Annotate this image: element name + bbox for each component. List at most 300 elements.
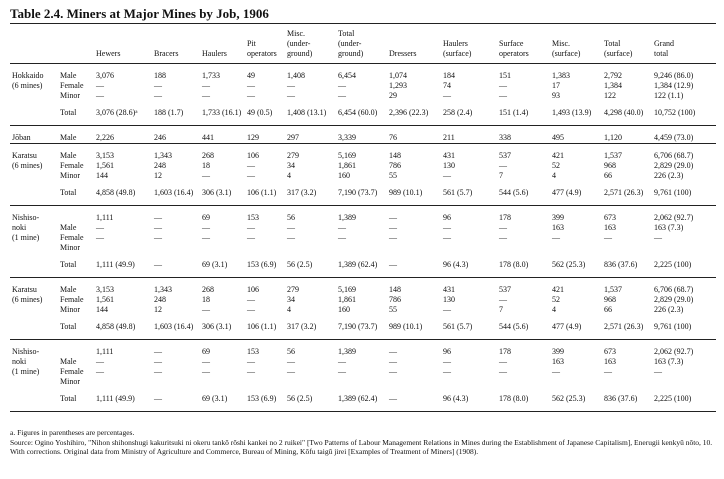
table-cell: 2,225 (100)	[654, 394, 692, 403]
table-cell: —	[154, 260, 162, 269]
table-cell: 1,384 (12.9)	[654, 81, 694, 90]
table-cell: —	[604, 233, 612, 242]
table-cell: 5,169	[338, 285, 356, 294]
table-cell: 34	[287, 295, 295, 304]
table-cell: 144	[96, 171, 108, 180]
table-cell: 544 (5.6)	[499, 322, 529, 331]
table-row	[10, 367, 716, 377]
table-cell: —	[389, 347, 397, 356]
table-cell: 4,298 (40.0)	[604, 108, 644, 117]
mine-label: Karatsu (6 mines)	[12, 285, 43, 304]
spacer-row	[10, 315, 716, 322]
table-cell: —	[247, 81, 255, 90]
table-row	[10, 377, 716, 387]
table-cell: 786	[389, 161, 401, 170]
table-cell: Male	[60, 151, 77, 160]
table-cell: 1,389 (62.4)	[338, 260, 378, 269]
table-cell: 2,396 (22.3)	[389, 108, 429, 117]
table-cell: 69 (3.1)	[202, 394, 228, 403]
table-cell: Total	[60, 394, 77, 403]
table-cell: —	[499, 161, 507, 170]
table-row	[10, 305, 716, 315]
table-cell: 2,829 (29.0)	[654, 161, 694, 170]
table-cell: 1,733 (16.1)	[202, 108, 242, 117]
table-cell: 561 (5.7)	[443, 188, 473, 197]
table-cell: 12	[154, 171, 162, 180]
table-cell	[550, 243, 602, 253]
table-cell	[387, 377, 441, 387]
table-cell: 4	[552, 305, 556, 314]
table-cell: —	[654, 367, 662, 376]
header-row	[10, 29, 716, 64]
table-cell: 55	[389, 171, 397, 180]
table-cell	[550, 377, 602, 387]
table-cell: —	[654, 233, 662, 242]
table-cell: 96 (4.3)	[443, 260, 469, 269]
table-cell: 49	[247, 71, 255, 80]
table-cell: —	[443, 233, 451, 242]
table-cell: 163	[604, 223, 616, 232]
spacer-row	[10, 126, 716, 133]
table-cell: Minor	[60, 377, 80, 386]
table-cell: —	[96, 357, 104, 366]
column-header	[58, 29, 94, 64]
table-cell	[200, 243, 245, 253]
spacer-row	[10, 64, 716, 71]
table-notes	[10, 428, 716, 457]
spacer-row	[10, 332, 716, 340]
column-header: Bracers	[154, 49, 179, 58]
table-cell: 5,169	[338, 151, 356, 160]
table-cell: —	[247, 161, 255, 170]
table-cell: 12	[154, 305, 162, 314]
table-cell: Total	[60, 260, 77, 269]
table-cell: —	[247, 91, 255, 100]
table-cell	[58, 347, 94, 357]
table-cell: 74	[443, 81, 451, 90]
table-cell: —	[499, 233, 507, 242]
table-cell: 268	[202, 285, 214, 294]
table-cell	[245, 377, 285, 387]
table-cell: 441	[202, 133, 214, 142]
spacer-row	[10, 278, 716, 285]
table-cell: —	[287, 367, 295, 376]
table-cell: 7	[499, 171, 503, 180]
table-cell: —	[552, 367, 560, 376]
table-cell: 130	[443, 295, 455, 304]
table-cell: Female	[60, 233, 84, 242]
table-cell: Female	[60, 81, 84, 90]
table-cell: —	[338, 233, 346, 242]
table-cell: 9,246 (86.0)	[654, 71, 694, 80]
table-cell	[336, 377, 387, 387]
column-header: Hewers	[96, 49, 121, 58]
table-cell: 989 (10.1)	[389, 322, 423, 331]
table-cell: 1,383	[552, 71, 570, 80]
table-cell: 3,153	[96, 285, 114, 294]
table-cell: 431	[443, 285, 455, 294]
table-cell	[336, 243, 387, 253]
table-cell: 1,111	[96, 213, 114, 222]
table-row	[10, 171, 716, 181]
table-cell: —	[154, 223, 162, 232]
miners-table	[10, 29, 716, 412]
table-row	[10, 285, 716, 295]
table-cell: 399	[552, 347, 564, 356]
table-cell: 163 (7.3)	[654, 357, 684, 366]
table-cell: 52	[552, 295, 560, 304]
mine-label: Hokkaido (6 mines)	[12, 71, 44, 90]
table-cell: 49 (0.5)	[247, 108, 273, 117]
table-cell: 246	[154, 133, 166, 142]
table-cell: 1,111 (49.9)	[96, 260, 135, 269]
table-cell: —	[499, 81, 507, 90]
table-cell: 56 (2.5)	[287, 394, 313, 403]
table-cell: 163	[552, 223, 564, 232]
table-cell: Minor	[60, 243, 80, 252]
table-cell: 163	[552, 357, 564, 366]
table-cell: 151 (1.4)	[499, 108, 529, 117]
table-cell: 248	[154, 161, 166, 170]
table-cell: 160	[338, 305, 350, 314]
spacer-row	[10, 253, 716, 260]
table-cell: 1,111 (49.9)	[96, 394, 135, 403]
table-cell: 153 (6.9)	[247, 394, 277, 403]
spacer-row	[10, 404, 716, 412]
mine-label: Nishiso- noki (1 mine)	[12, 347, 40, 376]
table-cell: Male	[60, 71, 77, 80]
total-row	[10, 394, 716, 404]
table-cell: —	[154, 347, 162, 356]
table-cell: —	[443, 223, 451, 232]
table-cell: —	[202, 223, 210, 232]
table-cell: 178	[499, 213, 511, 222]
table-cell: —	[338, 367, 346, 376]
table-row	[10, 295, 716, 305]
table-cell: 69	[202, 213, 210, 222]
table-cell	[387, 243, 441, 253]
table-cell: 477 (4.9)	[552, 322, 582, 331]
table-cell: 226 (2.3)	[654, 305, 684, 314]
table-cell: —	[247, 233, 255, 242]
table-cell: —	[499, 295, 507, 304]
spacer-row	[10, 270, 716, 278]
table-cell	[602, 377, 652, 387]
table-cell: —	[154, 394, 162, 403]
table-cell: 317 (3.2)	[287, 322, 317, 331]
column-header: Pit operators	[247, 39, 277, 58]
table-cell: 544 (5.6)	[499, 188, 529, 197]
table-cell: —	[96, 91, 104, 100]
column-header: Misc. (under- ground)	[287, 29, 313, 58]
mine-label: Karatsu (6 mines)	[12, 151, 43, 170]
table-cell: 178 (8.0)	[499, 260, 529, 269]
mine-label: Jōban	[12, 133, 31, 142]
mine-label	[10, 108, 58, 118]
table-cell: 1,120	[604, 133, 622, 142]
table-cell: 989 (10.1)	[389, 188, 423, 197]
table-cell: —	[202, 357, 210, 366]
table-cell: 279	[287, 151, 299, 160]
table-cell: —	[604, 367, 612, 376]
table-cell: 144	[96, 305, 108, 314]
table-row	[10, 91, 716, 101]
table-cell	[441, 377, 497, 387]
table-cell: —	[338, 81, 346, 90]
table-cell	[58, 213, 94, 223]
table-cell: 421	[552, 285, 564, 294]
table-cell: —	[96, 233, 104, 242]
table-cell: —	[443, 367, 451, 376]
table-cell: 268	[202, 151, 214, 160]
table-cell: 96 (4.3)	[443, 394, 469, 403]
table-cell: 2,829 (29.0)	[654, 295, 694, 304]
table-cell: 4	[287, 171, 291, 180]
table-cell: 4	[287, 305, 291, 314]
table-cell: Total	[60, 188, 77, 197]
table-cell: 66	[604, 305, 612, 314]
table-cell: 2,225 (100)	[654, 260, 692, 269]
table-cell: 122	[604, 91, 616, 100]
table-cell: —	[96, 367, 104, 376]
table-cell: 153	[247, 213, 259, 222]
table-cell: 76	[389, 133, 397, 142]
table-cell: 3,339	[338, 133, 356, 142]
spacer-row	[10, 118, 716, 126]
table-cell: 477 (4.9)	[552, 188, 582, 197]
table-cell: —	[154, 367, 162, 376]
table-cell: —	[338, 223, 346, 232]
table-cell: —	[552, 233, 560, 242]
table-cell: Total	[60, 322, 77, 331]
table-cell	[94, 243, 152, 253]
table-cell: —	[247, 295, 255, 304]
spacer-row	[10, 387, 716, 394]
table-cell: —	[499, 357, 507, 366]
table-cell: 106	[247, 285, 259, 294]
table-cell: Female	[60, 367, 84, 376]
table-cell: —	[389, 357, 397, 366]
table-cell: 1,111	[96, 347, 114, 356]
footnote-a: a. Figures in parentheses are percentages.	[10, 428, 135, 437]
table-row	[10, 71, 716, 81]
table-cell: 163 (7.3)	[654, 223, 684, 232]
table-cell: 6,706 (68.7)	[654, 151, 694, 160]
table-cell: 421	[552, 151, 564, 160]
table-cell: 537	[499, 151, 511, 160]
table-cell: 69 (3.1)	[202, 260, 228, 269]
column-header: Total (surface)	[604, 39, 633, 58]
table-cell: 836 (37.6)	[604, 394, 638, 403]
table-cell	[200, 377, 245, 387]
table-cell: 4,858 (49.8)	[96, 188, 136, 197]
table-cell	[497, 377, 550, 387]
table-cell: 148	[389, 285, 401, 294]
table-cell: —	[499, 367, 507, 376]
table-cell: 18	[202, 161, 210, 170]
mine-label	[10, 188, 58, 198]
table-cell: 4	[552, 171, 556, 180]
table-cell: 1,603 (16.4)	[154, 322, 194, 331]
table-cell: 562 (25.3)	[552, 394, 586, 403]
table-cell: 1,537	[604, 285, 622, 294]
table-cell: —	[247, 357, 255, 366]
table-cell: 1,861	[338, 161, 356, 170]
total-row	[10, 188, 716, 198]
table-row	[10, 151, 716, 161]
table-cell: 17	[552, 81, 560, 90]
table-cell	[94, 377, 152, 387]
table-cell: 1,603 (16.4)	[154, 188, 194, 197]
table-row	[10, 357, 716, 367]
table-cell: 6,454 (60.0)	[338, 108, 378, 117]
table-cell: —	[443, 357, 451, 366]
total-row	[10, 260, 716, 270]
table-cell: 52	[552, 161, 560, 170]
table-cell: 673	[604, 347, 616, 356]
table-cell: 160	[338, 171, 350, 180]
table-cell	[285, 243, 336, 253]
table-cell: —	[96, 223, 104, 232]
table-cell: —	[202, 81, 210, 90]
column-header: Haulers (surface)	[443, 39, 472, 58]
table-cell: —	[389, 213, 397, 222]
table-cell: 6,706 (68.7)	[654, 285, 694, 294]
table-cell: 786	[389, 295, 401, 304]
table-cell: 9,761 (100)	[654, 322, 692, 331]
table-cell: 1,561	[96, 161, 114, 170]
table-cell: 258 (2.4)	[443, 108, 473, 117]
table-cell: Female	[60, 161, 84, 170]
table-cell: —	[154, 233, 162, 242]
table-cell: —	[202, 91, 210, 100]
table-cell: 1,493 (13.9)	[552, 108, 592, 117]
table-cell: 537	[499, 285, 511, 294]
table-cell: —	[287, 233, 295, 242]
table-cell: —	[287, 81, 295, 90]
total-row	[10, 108, 716, 118]
column-header	[10, 29, 58, 64]
table-cell: —	[389, 223, 397, 232]
table-cell: 153	[247, 347, 259, 356]
spacer-row	[10, 181, 716, 188]
table-cell: 56 (2.5)	[287, 260, 313, 269]
table-cell: 673	[604, 213, 616, 222]
table-cell: 96	[443, 347, 451, 356]
table-cell: 836 (37.6)	[604, 260, 638, 269]
table-cell: —	[389, 367, 397, 376]
table-cell: —	[154, 91, 162, 100]
table-row	[10, 347, 716, 357]
table-cell: —	[247, 223, 255, 232]
table-cell: 399	[552, 213, 564, 222]
table-cell: 297	[287, 133, 299, 142]
table-cell: 56	[287, 213, 295, 222]
table-cell: 188 (1.7)	[154, 108, 184, 117]
table-cell: —	[443, 171, 451, 180]
table-cell: 7,190 (73.7)	[338, 188, 378, 197]
table-cell: 178	[499, 347, 511, 356]
column-header: Dressers	[389, 49, 417, 58]
table-cell: 7,190 (73.7)	[338, 322, 378, 331]
column-header: Surface operators	[499, 39, 529, 58]
title-rule	[10, 23, 716, 24]
mine-label	[10, 394, 58, 404]
table-cell: 1,389 (62.4)	[338, 394, 378, 403]
table-cell	[652, 377, 716, 387]
table-cell: —	[443, 305, 451, 314]
table-cell	[285, 377, 336, 387]
table-cell: Male	[60, 133, 77, 142]
table-cell: —	[287, 357, 295, 366]
table-cell: 226 (2.3)	[654, 171, 684, 180]
spacer-row	[10, 206, 716, 213]
table-cell: 1,561	[96, 295, 114, 304]
table-cell: 93	[552, 91, 560, 100]
column-header: Grand total	[654, 39, 674, 58]
table-cell: 7	[499, 305, 503, 314]
table-cell: 2,571 (26.3)	[604, 188, 644, 197]
table-row	[10, 213, 716, 223]
table-cell: 55	[389, 305, 397, 314]
table-cell: —	[247, 305, 255, 314]
table-cell: 968	[604, 161, 616, 170]
table-cell: 151	[499, 71, 511, 80]
table-cell: 2,062 (92.7)	[654, 347, 694, 356]
spacer-row	[10, 101, 716, 108]
table-cell: —	[154, 81, 162, 90]
table-cell: 2,792	[604, 71, 622, 80]
table-cell	[497, 243, 550, 253]
table-cell: 1,389	[338, 347, 356, 356]
table-cell: 4,459 (73.0)	[654, 133, 694, 142]
table-cell: —	[338, 357, 346, 366]
table-row	[10, 243, 716, 253]
table-cell: 1,343	[154, 151, 172, 160]
table-cell: 106 (1.1)	[247, 322, 277, 331]
table-cell: 562 (25.3)	[552, 260, 586, 269]
table-cell: 1,074	[389, 71, 407, 80]
table-cell: —	[499, 223, 507, 232]
table-cell: —	[96, 81, 104, 90]
table-cell: 69	[202, 347, 210, 356]
table-cell: 163	[604, 357, 616, 366]
table-cell: 317 (3.2)	[287, 188, 317, 197]
table-row	[10, 233, 716, 243]
table-cell: 153 (6.9)	[247, 260, 277, 269]
table-cell: —	[287, 223, 295, 232]
table-cell: 29	[389, 91, 397, 100]
table-cell: 2,062 (92.7)	[654, 213, 694, 222]
column-header: Total (under- ground)	[338, 29, 364, 58]
table-cell: —	[499, 91, 507, 100]
table-cell: 34	[287, 161, 295, 170]
table-cell: 10,752 (100)	[654, 108, 696, 117]
table-cell: —	[247, 367, 255, 376]
table-cell: 248	[154, 295, 166, 304]
table-cell: 4,858 (49.8)	[96, 322, 136, 331]
table-cell: Total	[60, 108, 77, 117]
table-cell: 306 (3.1)	[202, 188, 232, 197]
table-cell: —	[202, 305, 210, 314]
mine-label	[10, 260, 58, 270]
table-cell: 1,537	[604, 151, 622, 160]
mine-label: Nishiso- noki (1 mine)	[12, 213, 40, 242]
table-cell: —	[247, 171, 255, 180]
table-cell	[152, 243, 200, 253]
table-title: Table 2.4. Miners at Major Mines by Job, 1906	[10, 6, 269, 21]
table-cell: 1,861	[338, 295, 356, 304]
